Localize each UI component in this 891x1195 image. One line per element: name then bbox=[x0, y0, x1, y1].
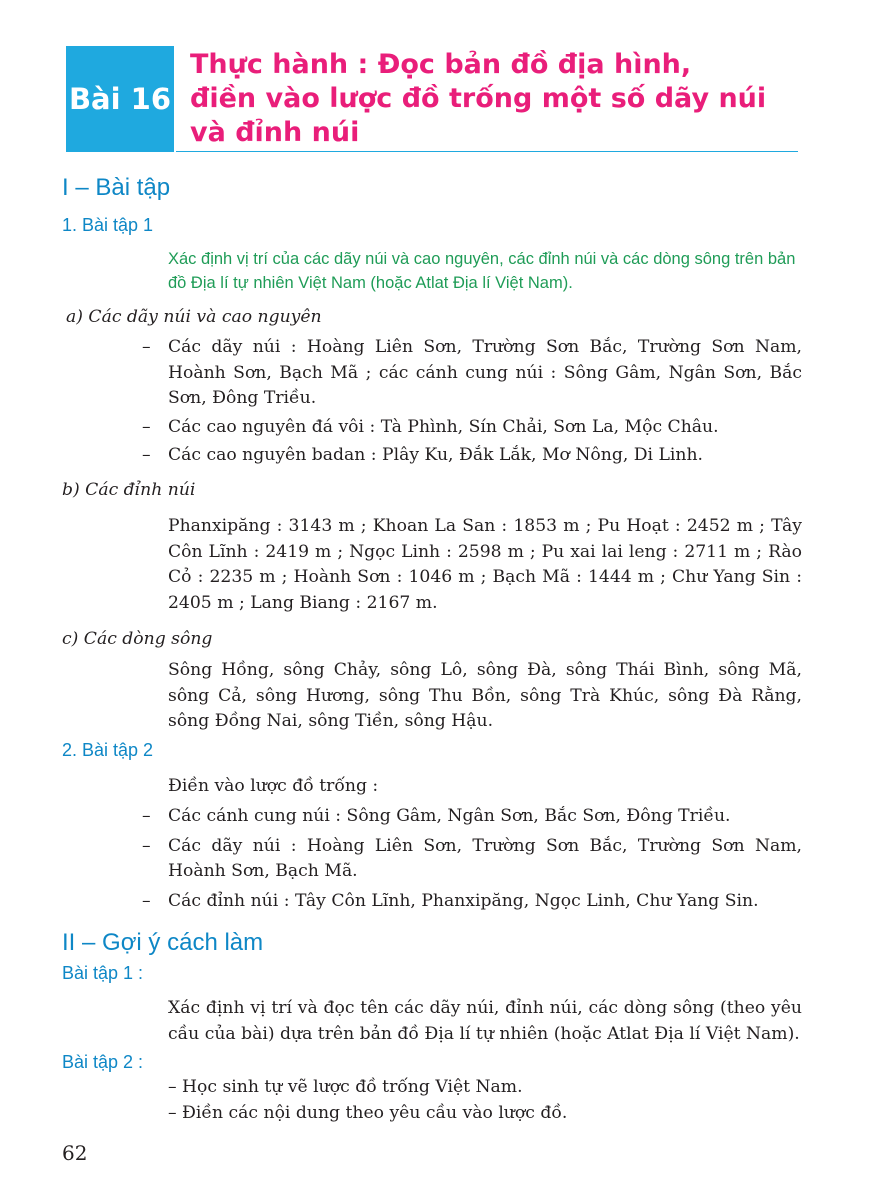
exercise-1-heading: 1. Bài tập 1 bbox=[62, 215, 154, 235]
list-item: – Các cao nguyên badan : Plây Ku, Đắk Lắk, Mơ Nông, Di Linh. bbox=[142, 443, 802, 469]
list-item: – Các dãy núi : Hoàng Liên Sơn, Trường Sơn Bắc, Trường Sơn Nam, Hoành Sơn, Bạch Mã ; các cánh cung núi : Sông Gâm, Ngân Sơn, Bắc Sơn, Đông Triều. bbox=[142, 335, 802, 412]
exercise-1-instruction: Xác định vị trí của các dãy núi và cao nguyên, các đỉnh núi và các dòng sông trên bản đồ Địa lí tự nhiên Việt Nam (hoặc Atlat Địa lí Việt Nam). bbox=[168, 250, 796, 292]
hint-2-list bbox=[168, 1075, 802, 1126]
subsection-b-heading: b) Các đỉnh núi bbox=[62, 480, 196, 500]
title-line: điền vào lược đồ trống một số dãy núi bbox=[190, 83, 767, 114]
page-number: 62 bbox=[62, 1141, 88, 1165]
lesson-badge bbox=[66, 46, 174, 152]
exercise-2-heading: 2. Bài tập 2 bbox=[62, 740, 154, 760]
list-item: – Các dãy núi : Hoàng Liên Sơn, Trường Sơn Bắc, Trường Sơn Nam, Hoành Sơn, Bạch Mã. bbox=[142, 834, 802, 885]
exercise-2-intro: Điền vào lược đồ trống : bbox=[168, 776, 379, 796]
section-2-heading: II – Gợi ý cách làm bbox=[62, 929, 264, 956]
subsection-a-list bbox=[142, 335, 802, 469]
title-divider bbox=[176, 151, 798, 152]
list-item: – Các đỉnh núi : Tây Côn Lĩnh, Phanxipăng, Ngọc Linh, Chư Yang Sin. bbox=[142, 889, 802, 915]
hint-1-text: Xác định vị trí và đọc tên các dãy núi, đỉnh núi, các dòng sông (theo yêu cầu của bài) dựa trên bản đồ Địa lí tự nhiên (hoặc Atlat Địa lí Việt Nam). bbox=[168, 998, 802, 1044]
subsection-c-text: Sông Hồng, sông Chảy, sông Lô, sông Đà, sông Thái Bình, sông Mã, sông Cả, sông Hương, sông Thu Bồn, sông Trà Khúc, sông Đà Rằng, sông Đồng Nai, sông Tiền, sông Hậu. bbox=[168, 660, 802, 731]
hint-1-heading: Bài tập 1 : bbox=[62, 963, 144, 983]
hint-2-heading: Bài tập 2 : bbox=[62, 1052, 144, 1072]
title-line: và đỉnh núi bbox=[190, 117, 360, 148]
list-item: – Các cánh cung núi : Sông Gâm, Ngân Sơn, Bắc Sơn, Đông Triều. bbox=[142, 804, 802, 830]
lesson-badge-label: Bài 16 bbox=[68, 82, 172, 116]
list-item: – Học sinh tự vẽ lược đồ trống Việt Nam. bbox=[168, 1077, 523, 1097]
lesson-title bbox=[190, 48, 810, 150]
subsection-a-heading: a) Các dãy núi và cao nguyên bbox=[66, 307, 322, 327]
subsection-b-text: Phanxipăng : 3143 m ; Khoan La San : 1853 m ; Pu Hoạt : 2452 m ; Tây Côn Lĩnh : 2419 m ; Ngọc Linh : 2598 m ; Pu xai lai leng : 2711 m ; Rào Cỏ : 2235 m ; Hoành Sơn : 1046 m ; Bạch Mã : 1444 m ; Chư Yang Sin : 2405 m ; Lang Biang : 2167 m. bbox=[168, 516, 802, 613]
title-line: Thực hành : Đọc bản đồ địa hình, bbox=[190, 49, 692, 80]
list-item: – Các cao nguyên đá vôi : Tà Phình, Sín Chải, Sơn La, Mộc Châu. bbox=[142, 415, 802, 441]
section-1-heading: I – Bài tập bbox=[62, 174, 171, 201]
subsection-c-heading: c) Các dòng sông bbox=[62, 629, 213, 649]
list-item: – Điền các nội dung theo yêu cầu vào lược đồ. bbox=[168, 1102, 568, 1123]
exercise-2-list bbox=[142, 804, 802, 914]
